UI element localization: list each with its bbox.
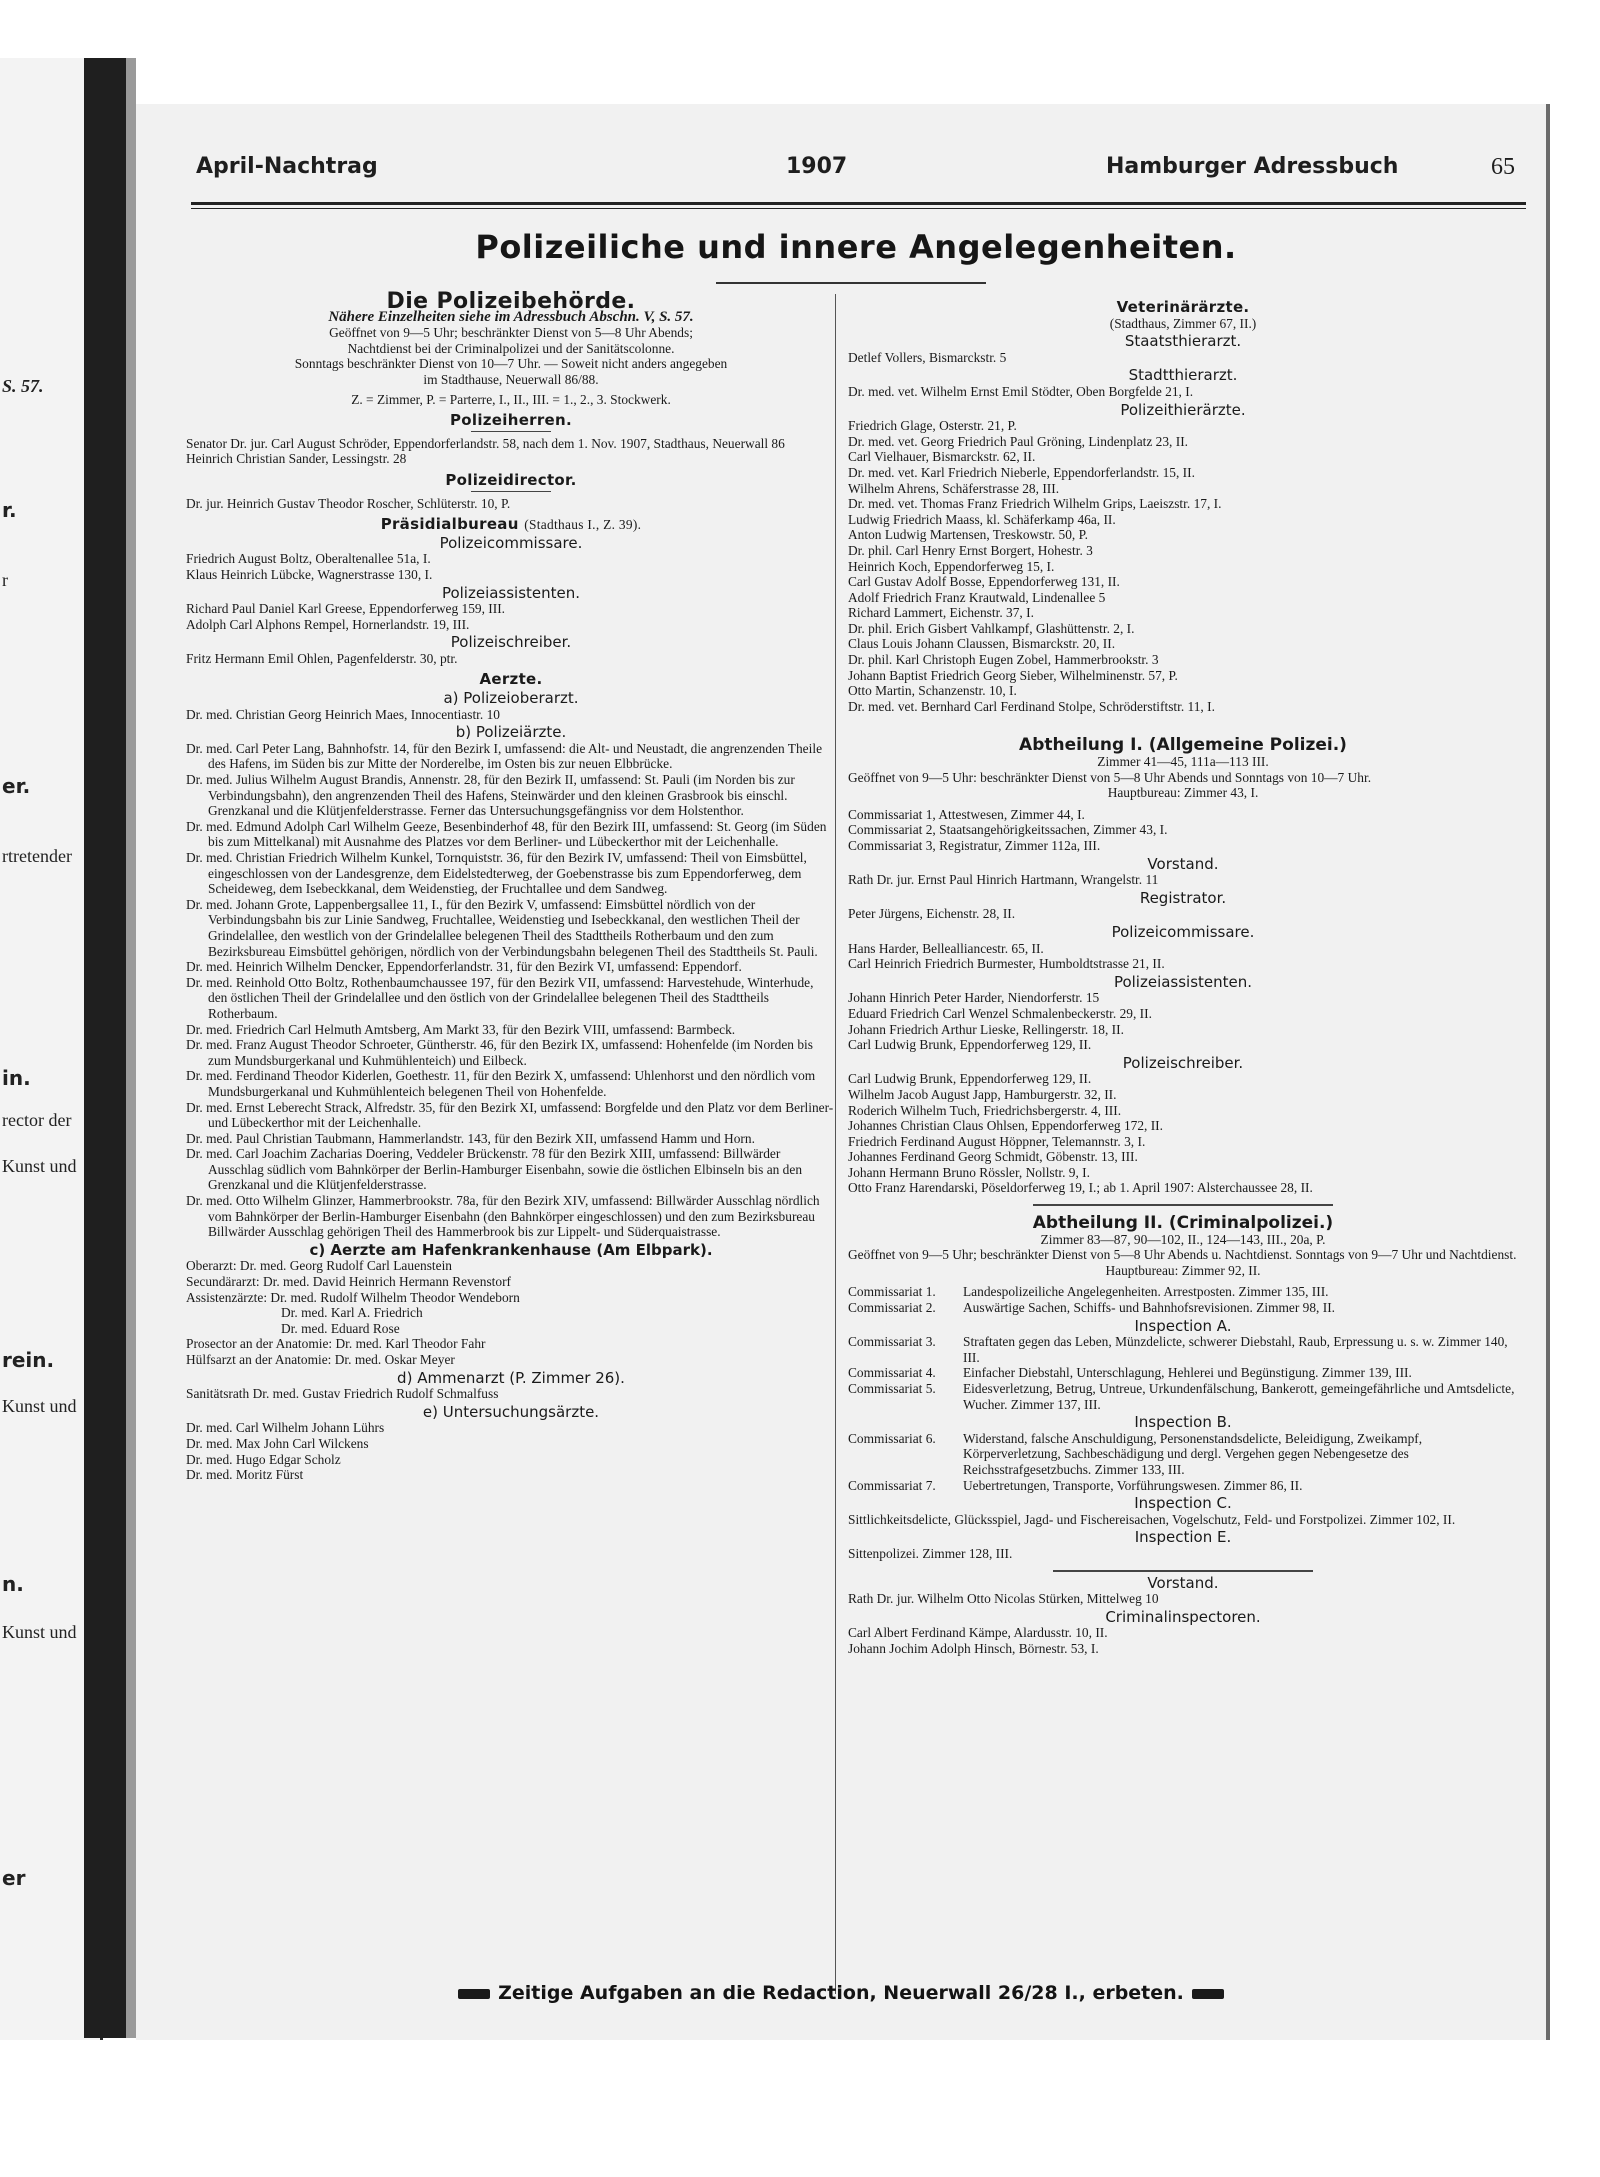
entry: Dr. med. Carl Peter Lang, Bahnhofstr. 14, für den Bezirk I, umfassend: die Alt- und Neustadt, die angrenzenden Theile des Hafens, im Süden bis zur Mitte der Norderelbe, im Osten bis zur neuen Elbbrücke.	[186, 740, 823, 772]
heading-polizeioberarzt: a) Polizeioberarzt.	[443, 689, 579, 708]
title-rule	[716, 282, 986, 284]
entry: Carl Gustav Adolf Bosse, Eppendorferweg 131, II.	[848, 574, 1120, 590]
document-page	[136, 104, 1550, 2064]
abt1-rooms: Zimmer 41—45, 111a—113 III.	[1097, 754, 1269, 770]
bottom-margin	[0, 2040, 1600, 2177]
commissariat-label: Commissariat 4.	[848, 1365, 936, 1381]
entry: Dr. phil. Erich Gisbert Vahlkampf, Glashüttenstr. 2, I.	[848, 620, 1135, 636]
heading-polizeicommissare: Polizeicommissare.	[439, 533, 583, 552]
entry: Dr. med. Heinrich Wilhelm Dencker, Eppendorferlandstr. 31, für den Bezirk VI, umfassend: Eppendorf.	[186, 959, 742, 975]
commissariat-desc: Auswärtige Sachen, Schiffs- und Bahnhofsrevisionen. Zimmer 98, II.	[963, 1300, 1336, 1316]
entry: Dr. med. Hugo Edgar Scholz	[186, 1451, 341, 1467]
running-header	[196, 154, 1526, 194]
commissariat-label: Commissariat 7.	[848, 1477, 936, 1493]
entry: Johann Friedrich Arthur Lieske, Rellingerstr. 18, II.	[848, 1021, 1124, 1037]
commissariat-desc: Uebertretungen, Transporte, Vorführungswesen. Zimmer 86, II.	[963, 1477, 1303, 1493]
entry: Johann Hermann Bruno Rössler, Nollstr. 9, I.	[848, 1164, 1090, 1180]
fragment-0: S. 57.	[2, 376, 44, 396]
heading-hafenkrankenhaus: c) Aerzte am Hafenkrankenhause (Am Elbpark).	[309, 1240, 713, 1259]
opening-line: Nachtdienst bei der Criminalpolizei und der Sanitätscolonne.	[347, 340, 675, 356]
entry: Friedrich Ferdinand August Höppner, Telemannstr. 3, I.	[848, 1133, 1146, 1149]
entry: Otto Martin, Schanzenstr. 10, I.	[848, 683, 1017, 699]
entry: Dr. med. Eduard Rose	[281, 1320, 400, 1336]
entry: Carl Ludwig Brunk, Eppendorferweg 129, II.	[848, 1071, 1092, 1087]
entry: Claus Louis Johann Claussen, Bismarckstr. 20, II.	[848, 636, 1116, 652]
entry: Dr. jur. Heinrich Gustav Theodor Roscher, Schlüterstr. 10, P.	[186, 495, 511, 511]
entry: Dr. med. Carl Joachim Zacharias Doering, Veddeler Brückenstr. 78 für den Bezirk XIII, umfassend: Billwärder Ausschlag südlich vom Bahnkörper der Berlin-Hamburger Eisenbahn, sowie die östlichen Elbinseln bis an den Grenzkanal und die Klütjenfelderstrasse.	[186, 1146, 803, 1193]
opening-line: Sonntags beschränkter Dienst von 10—7 Uhr. — Soweit nicht anders angegeben	[294, 356, 728, 372]
entry: Johann Baptist Friedrich Georg Sieber, Wilhelminenstr. 57, P.	[848, 667, 1178, 683]
commissariat-row	[848, 1334, 1518, 1365]
commissariat-desc: Straftaten gegen das Leben, Münzdelicte, schwerer Diebstahl, Raub, Erpressung u. s. w. Zimmer 140, III.	[963, 1334, 1508, 1365]
entry: Otto Franz Harendarski, Pöseldorferweg 19, I.; ab 1. April 1907: Alsterchaussee 28, II.	[848, 1180, 1313, 1196]
entry: Friedrich Glage, Osterstr. 21, P.	[848, 418, 1017, 434]
fragment-1: r.	[2, 498, 17, 522]
entry: Commissariat 3, Registratur, Zimmer 112a, III.	[848, 838, 1101, 853]
commissariat-desc: Landespolizeiliche Angelegenheiten. Arrestposten. Zimmer 135, III.	[963, 1284, 1329, 1300]
heading-aerzte: Aerzte.	[479, 670, 543, 689]
commissariat-label: Commissariat 6.	[848, 1430, 936, 1446]
entry: Dr. med. Max John Carl Wilckens	[186, 1435, 369, 1451]
entry: Detlef Vollers, Bismarckstr. 5	[848, 349, 1007, 365]
entry: Carl Albert Ferdinand Kämpe, Alardusstr. 10, II.	[848, 1625, 1108, 1641]
heading-inspection-b: Inspection B.	[1134, 1413, 1232, 1432]
entry: Dr. phil. Karl Christoph Eugen Zobel, Hammerbrookstr. 3	[848, 652, 1159, 668]
entry: Sittlichkeitsdelicte, Glücksspiel, Jagd- und Fischereisachen, Vogelschutz, Feld- und Forstpolizei. Zimmer 102, II.	[848, 1511, 1456, 1527]
short-rule	[471, 491, 551, 492]
entry: Eduard Friedrich Carl Wenzel Schmalenbeckerstr. 29, II.	[848, 1005, 1152, 1021]
entry: Johann Jochim Adolph Hinsch, Börnestr. 53, I.	[848, 1640, 1099, 1656]
fragment-2: r	[2, 570, 8, 590]
commissariat-row	[848, 1300, 1518, 1316]
entry: Roderich Wilhelm Tuch, Friedrichsbergerstr. 4, III.	[848, 1102, 1122, 1118]
heading-untersuchungsaerzte: e) Untersuchungsärzte.	[422, 1402, 600, 1421]
entry: Dr. med. Johann Grote, Lappenbergsallee 11, I., für den Bezirk V, umfassend: Eimsbüttel nördlich von der Verbindungsbahn bis zur Linie Sandweg, Fruchtallee, Weidenstieg und Isebeckkanal, den westlichen Theil der Grindelallee, den westlich von der Grindelallee belegenen Theil des Stadttheils Rotherbaum und den zum Bezirksbureau Eimsbüttel gehörigen, nördlich von der Verbindungsbahn belegenen Theil des Stadttheils St. Pauli.	[186, 896, 818, 959]
entry: Dr. med. Franz August Theodor Schroeter, Güntherstr. 46, für den Bezirk IX, umfassend: Hohenfelde (im Norden bis zum Mundsburgerkanal und Kuhmühlenteich) und Eilbeck.	[186, 1037, 813, 1068]
commissariat-label: Commissariat 2.	[848, 1300, 936, 1316]
heading-veterinaeraerzte: Veterinärärzte.	[1116, 298, 1250, 316]
entry: Hans Harder, Bellealliancestr. 65, II.	[848, 940, 1044, 956]
reference-note: Nähere Einzelheiten siehe im Adressbuch Abschn. V, S. 57.	[328, 308, 694, 325]
heading-registrator: Registrator.	[1139, 888, 1227, 907]
entry: Wilhelm Ahrens, Schäferstrasse 28, III.	[848, 480, 1060, 496]
book-binding	[84, 58, 126, 2038]
praes-label: Präsidialbureau	[380, 515, 519, 534]
entry: Dr. med. Carl Wilhelm Johann Lührs	[186, 1420, 385, 1436]
fragment-5: in.	[2, 1066, 31, 1090]
footer-notice	[136, 1982, 1546, 2004]
heading-polizeidirector: Polizeidirector.	[445, 470, 577, 489]
entry: Johannes Ferdinand Georg Schmidt, Göbenstr. 13, III.	[848, 1149, 1138, 1165]
entry: Dr. med. Friedrich Carl Helmuth Amtsberg, Am Markt 33, für den Bezirk VIII, umfassend: Barmbeck.	[186, 1021, 736, 1037]
commissariat-row	[848, 1381, 1518, 1412]
fragment-6: rector der	[2, 1110, 72, 1130]
fragment-7: Kunst und	[2, 1156, 77, 1176]
entry: Secundärarzt: Dr. med. David Heinrich Hermann Revenstorf	[186, 1274, 511, 1290]
entry: Commissariat 1, Attestwesen, Zimmer 44, I.	[848, 806, 1085, 822]
heading-polizeiassistenten: Polizeiassistenten.	[1113, 972, 1253, 991]
entry: Friedrich August Boltz, Oberaltenallee 51a, I.	[186, 551, 431, 567]
page-title: Polizeiliche und innere Angelegenheiten.	[475, 228, 1237, 266]
entry: Dr. med. vet. Wilhelm Ernst Emil Stödter, Oben Borgfelde 21, I.	[848, 383, 1194, 399]
heading-polizeiherren: Polizeiherren.	[449, 411, 573, 430]
commissariat-row	[848, 1365, 1518, 1381]
entry: Wilhelm Jacob August Japp, Hamburgerstr. 32, II.	[848, 1086, 1117, 1102]
fragment-12: er	[2, 1866, 26, 1890]
heading-staatsthierarzt: Staatsthierarzt.	[1124, 332, 1242, 351]
header-left: April-Nachtrag	[196, 154, 378, 179]
heading-polizeiaerzte: b) Polizeiärzte.	[455, 723, 567, 742]
entry: Dr. phil. Carl Henry Ernst Borgert, Hohestr. 3	[848, 542, 1093, 558]
heading-ammenarzt: d) Ammenarzt (P. Zimmer 26).	[397, 1368, 625, 1387]
heading-vorstand: Vorstand.	[1147, 1573, 1219, 1592]
entry: Peter Jürgens, Eichenstr. 28, II.	[848, 906, 1016, 922]
fragment-3: er.	[2, 774, 31, 798]
entry: Heinrich Christian Sander, Lessingstr. 28	[186, 451, 407, 467]
commissariat-desc: Eidesverletzung, Betrug, Untreue, Urkundenfälschung, Bankerott, gemeingefährliche und Amtsdelicte, Wucher. Zimmer 137, III.	[963, 1381, 1515, 1412]
abt1-hauptbureau: Hauptbureau: Zimmer 43, I.	[1107, 785, 1259, 801]
entry: Dr. med. Christian Georg Heinrich Maes, Innocentiastr. 10	[186, 706, 500, 722]
heading-stadtthierarzt: Stadtthierarzt.	[1128, 366, 1238, 385]
commissariat-desc: Widerstand, falsche Anschuldigung, Personenstandsdelicte, Beleidigung, Zweikampf, Körperverletzung, Sachbeschädigung und dergl. Vergehen gegen Nebengesetze des Reichsstrafgesetzbuchs. Zimmer 133, III.	[963, 1430, 1423, 1477]
commissariat-row	[848, 1284, 1518, 1300]
commissariat-desc: Einfacher Diebstahl, Unterschlagung, Hehlerei und Begünstigung. Zimmer 139, III.	[963, 1365, 1412, 1381]
entry: Fritz Hermann Emil Ohlen, Pagenfelderstr. 30, ptr.	[186, 650, 458, 666]
entry: Richard Paul Daniel Karl Greese, Eppendorferweg 159, III.	[186, 601, 506, 617]
fragment-10: n.	[2, 1572, 24, 1596]
heading-polizeischreiber: Polizeischreiber.	[450, 633, 572, 652]
abt2-rooms: Zimmer 83—87, 90—102, II., 124—143, III., 20a, P.	[1040, 1231, 1326, 1247]
entry: Sanitätsrath Dr. med. Gustav Friedrich Rudolf Schmalfuss	[186, 1386, 499, 1402]
praes-location: (Stadthaus I., Z. 39).	[524, 517, 642, 533]
fragment-9: Kunst und	[2, 1396, 77, 1416]
short-rule	[471, 431, 551, 432]
entry: Heinrich Koch, Eppendorferweg 15, I.	[848, 558, 1055, 574]
entry: Dr. med. Ferdinand Theodor Kiderlen, Goethestr. 11, für den Bezirk X, umfassend: Uhlenhorst und den nördlich vom Mundsburgerkanal und Kuhmühlenteich belegenen Theil von Hohenfelde.	[186, 1068, 816, 1099]
fragment-4: rtretender	[2, 846, 72, 866]
entry: Assistenzärzte: Dr. med. Rudolf Wilhelm Theodor Wendeborn	[186, 1289, 520, 1305]
pointing-hand-icon	[1192, 1989, 1224, 1999]
entry: Senator Dr. jur. Carl August Schröder, Eppendorferlandstr. 58, nach dem 1. Nov. 1907, Stadthaus, Neuerwall 86	[186, 435, 785, 451]
header-rule-thin	[191, 208, 1526, 209]
commissariat-label: Commissariat 5.	[848, 1381, 936, 1396]
heading-inspection-a: Inspection A.	[1134, 1316, 1232, 1335]
heading-praesidialbureau	[186, 517, 836, 533]
entry: Adolph Carl Alphons Rempel, Hornerlandstr. 19, III.	[186, 616, 470, 632]
entry: Rath Dr. jur. Ernst Paul Hinrich Hartmann, Wrangelstr. 11	[848, 872, 1159, 888]
header-rule	[191, 202, 1526, 205]
heading-abtheilung-2: Abtheilung II. (Criminalpolizei.)	[1032, 1213, 1334, 1234]
opening-line: Geöffnet von 9—5 Uhr; beschränkter Dienst von 5—8 Uhr Abends;	[329, 325, 693, 341]
fragment-11: Kunst und	[2, 1622, 77, 1642]
entry: Carl Heinrich Friedrich Burmester, Humboldtstrasse 21, II.	[848, 956, 1165, 972]
short-rule	[1053, 1570, 1313, 1572]
entry: Carl Ludwig Brunk, Eppendorferweg 129, II.	[848, 1037, 1092, 1053]
header-right: Hamburger Adressbuch	[1106, 154, 1399, 179]
entry: Oberarzt: Dr. med. Georg Rudolf Carl Lauenstein	[186, 1258, 453, 1274]
entry: Adolf Friedrich Franz Krautwald, Lindenallee 5	[848, 589, 1106, 605]
entry: Dr. med. Edmund Adolph Carl Wilhelm Geeze, Besenbinderhof 48, für den Bezirk III, umfassend: St. Georg (im Süden bis zum Mittelkanal) mit Ausnahme des Platzes vor dem Berliner- und Lübeckerthor mit der Leichenhalle.	[186, 818, 827, 850]
entry: Commissariat 2, Staatsangehörigkeitssachen, Zimmer 43, I.	[848, 822, 1168, 838]
heading-inspection-c: Inspection C.	[1134, 1494, 1232, 1513]
entry: Dr. med. Karl A. Friedrich	[281, 1305, 423, 1321]
entry: Prosector an der Anatomie: Dr. med. Karl Theodor Fahr	[186, 1336, 486, 1352]
heading-abtheilung-1: Abtheilung I. (Allgemeine Polizei.)	[1019, 735, 1347, 756]
entry: Dr. med. Ernst Leberecht Strack, Alfredstr. 35, für den Bezirk XI, umfassend: Borgfelde und den Platz vor dem Berliner- und Lübeckerthor mit der Leichenhalle.	[186, 1099, 834, 1131]
heading-vorstand: Vorstand.	[1147, 854, 1219, 873]
entry: Dr. med. vet. Thomas Franz Friedrich Wilhelm Grips, Laeiszstr. 17, I.	[848, 496, 1222, 512]
entry: Dr. med. vet. Bernhard Carl Ferdinand Stolpe, Schröderstiftstr. 11, I.	[848, 698, 1215, 714]
page-number: 65	[1491, 154, 1515, 180]
left-column	[186, 289, 836, 1483]
commissariat-row	[848, 1478, 1518, 1494]
entry: Richard Lammert, Eichenstr. 37, I.	[848, 605, 1034, 621]
entry: Dr. med. Julius Wilhelm August Brandis, Annenstr. 28, für den Bezirk II, umfassend: St. Pauli (im Norden bis zur Verbindungsbahn), den angrenzenden Theil des Hafens, Steinwärder und den kleinen Grasbrook bis einschl. Grenzkanal und die Klütjenfelderstrasse. Ferner das Untersuchungsgefängniss vor dem Holstenthor.	[186, 772, 795, 819]
vet-location: (Stadthaus, Zimmer 67, II.)	[1109, 315, 1257, 331]
entry: Dr. med. vet. Georg Friedrich Paul Gröning, Lindenplatz 23, II.	[848, 433, 1189, 449]
entry: Dr. med. Christian Friedrich Wilhelm Kunkel, Tornquiststr. 36, für den Bezirk IV, umfassend: Theil von Eimsbüttel, eingeschlossen von der Landesgrenze, dem Eidelstedterweg, der Goebenstrasse bis zum Eppendorferweg, dem Scheideweg, dem Isebeckkanal, dem Weidenstieg, der Fruchtallee und dem Sandweg.	[186, 850, 807, 897]
commissariat-label: Commissariat 3.	[848, 1334, 936, 1350]
entry: Klaus Heinrich Lübcke, Wagnerstrasse 130, I.	[186, 566, 433, 582]
heading-polizeiassistenten: Polizeiassistenten.	[441, 583, 581, 602]
heading-polizeicommissare: Polizeicommissare.	[1111, 922, 1255, 941]
entry: Dr. med. vet. Karl Friedrich Nieberle, Eppendorferlandstr. 15, II.	[848, 464, 1195, 480]
opening-line: im Stadthause, Neuerwall 86/88.	[423, 371, 599, 387]
pointing-hand-icon	[458, 1989, 490, 1999]
heading-polizeischreiber: Polizeischreiber.	[1122, 1053, 1244, 1072]
binding-shadow	[126, 58, 136, 2038]
fragment-8: rein.	[2, 1348, 55, 1372]
entry: Carl Vielhauer, Bismarckstr. 62, II.	[848, 449, 1036, 465]
abbreviations: Z. = Zimmer, P. = Parterre, I., II., III. = 1., 2., 3. Stockwerk.	[351, 391, 671, 407]
entry: Dr. med. Otto Wilhelm Glinzer, Hammerbrookstr. 78a, für den Bezirk XIV, umfassend: Billwärder Ausschlag nördlich vom Bahnkörper der Berlin-Hamburger Eisenbahn (den Bahnkörper eingeschlossen) und den zum Bezirksbureau Billwärder Ausschlag gehörigen Theil des Hammerbrook bis zur Lippelt- und Süderquaistrasse.	[186, 1193, 820, 1240]
section-rule	[1033, 1204, 1333, 1206]
entry: Anton Ludwig Martensen, Treskowstr. 50, P.	[848, 527, 1088, 543]
commissariat-row	[848, 1431, 1518, 1478]
entry: Hülfsarzt an der Anatomie: Dr. med. Oskar Meyer	[186, 1352, 455, 1367]
spacer	[848, 714, 1518, 728]
entry: Rath Dr. jur. Wilhelm Otto Nicolas Stürken, Mittelweg 10	[848, 1591, 1159, 1607]
heading-polizeithieraerzte: Polizeithierärzte.	[1120, 400, 1246, 419]
section-heading: Die Polizeibehörde.	[386, 289, 636, 314]
heading-inspection-e: Inspection E.	[1134, 1528, 1232, 1547]
top-margin	[0, 0, 1600, 58]
abt2-opening: Geöffnet von 9—5 Uhr; beschränkter Dienst von 5—8 Uhr Abends u. Nachtdienst. Sonntags von 9—7 Uhr und Nachtdienst.	[848, 1247, 1517, 1263]
abt2-hauptbureau: Hauptbureau: Zimmer 92, II.	[1105, 1262, 1261, 1278]
entry: Dr. med. Moritz Fürst	[186, 1467, 304, 1483]
footer-text: Zeitige Aufgaben an die Redaction, Neuerwall 26/28 I., erbeten.	[498, 1982, 1184, 2004]
right-column	[848, 294, 1518, 1657]
commissariat-label: Commissariat 1.	[848, 1284, 936, 1300]
entry: Sittenpolizei. Zimmer 128, III.	[848, 1545, 1013, 1561]
entry: Johannes Christian Claus Ohlsen, Eppendorferweg 172, II.	[848, 1118, 1163, 1134]
entry: Dr. med. Paul Christian Taubmann, Hammerlandstr. 143, für den Bezirk XII, umfassend Hamm und Horn.	[186, 1130, 755, 1146]
entry: Dr. med. Reinhold Otto Boltz, Rothenbaumchaussee 197, für den Bezirk VII, umfassend: Harvestehude, Winterhude, den östlichen Theil der Grindelallee und den östlich von der Grindelallee belegenen Theil des Stadttheils Rotherbaum.	[186, 974, 814, 1021]
entry: Johann Hinrich Peter Harder, Niendorferstr. 15	[848, 990, 1100, 1006]
abt1-opening: Geöffnet von 9—5 Uhr: beschränkter Dienst von 5—8 Uhr Abends und Sonntags von 10—7 Uhr.	[848, 769, 1372, 785]
header-year: 1907	[786, 154, 848, 179]
entry: Ludwig Friedrich Maass, kl. Schäferkamp 46a, II.	[848, 511, 1116, 527]
heading-criminalinspectoren: Criminalinspectoren.	[1105, 1607, 1261, 1626]
